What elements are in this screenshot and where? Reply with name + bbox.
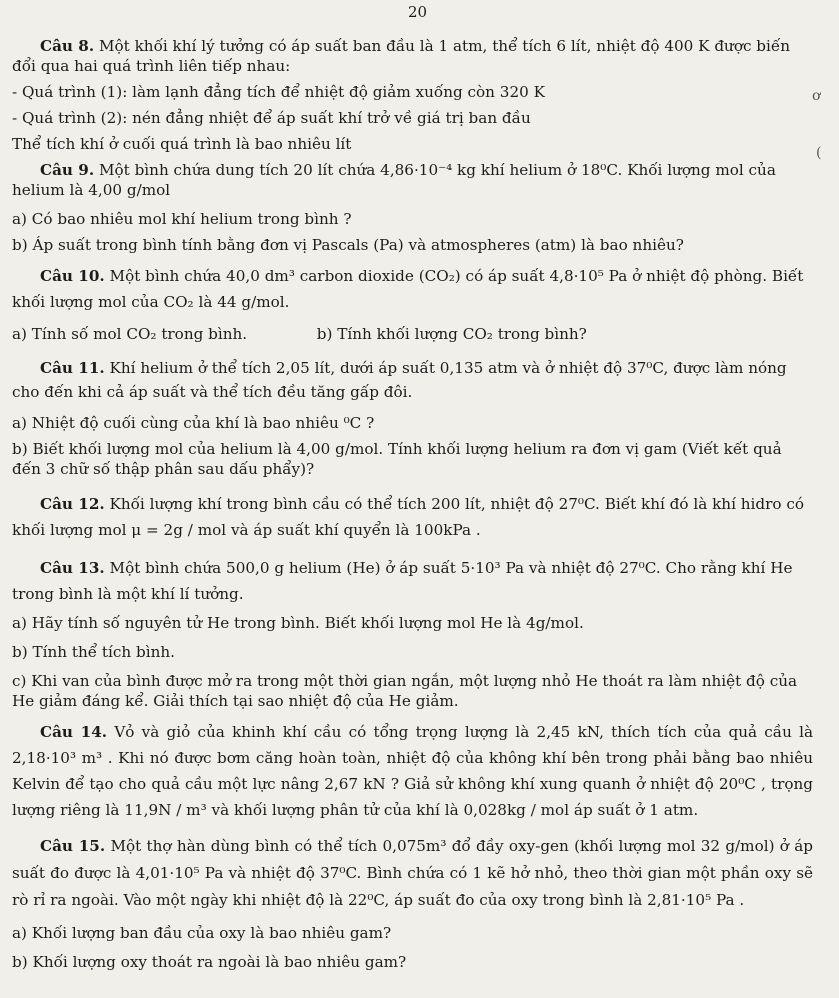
question-9-intro bbox=[12, 160, 813, 200]
question-11-part-b: b) Biết khối lượng mol của helium là 4,00 g/mol. Tính khối lượng helium ra đơn vị gam (Viết kết quả đến 3 chữ số thập phân sau dấu phẩy)? bbox=[12, 440, 782, 478]
question-12 bbox=[12, 491, 813, 543]
question-15-text: Một thợ hàn dùng bình có thể tích 0,075m³ đổ đầy oxy-gen (khối lượng mol 32 g/mol) ở áp suất đo được là 4,01·10⁵ Pa và nhiệt độ 37⁰C. Bình chứa có 1 kẽ hở nhỏ, theo thời gian một phần oxy sẽ rò rỉ ra ngoài. Vào một ngày khi nhiệt độ là 22⁰C, áp suất đo của oxy trong bình là 2,81·10⁵ Pa . bbox=[12, 837, 813, 909]
question-10-label: Câu 10. bbox=[40, 267, 105, 285]
question-14 bbox=[12, 719, 813, 823]
question-11 bbox=[12, 356, 813, 479]
question-14-intro bbox=[12, 719, 813, 823]
question-13-part-c: c) Khi van của bình được mở ra trong một thời gian ngắn, một lượng nhỏ He thoát ra làm nhiệt độ của He giảm đáng kể. Giải thích tại sao nhiệt độ của He giảm. bbox=[12, 672, 798, 710]
question-8-question: Thể tích khí ở cuối quá trình là bao nhiêu lít bbox=[12, 135, 352, 153]
question-10-text: Một bình chứa 40,0 dm³ carbon dioxide (CO₂) có áp suất 4,8·10⁵ Pa ở nhiệt độ phòng. Biết khối lượng mol của CO₂ là 44 g/mol. bbox=[12, 267, 804, 311]
question-9 bbox=[12, 160, 813, 255]
question-12-label: Câu 12. bbox=[40, 495, 105, 513]
question-15-part-a: a) Khối lượng ban đầu của oxy là bao nhiêu gam? bbox=[12, 924, 392, 942]
question-8-process-2: - Quá trình (2): nén đẳng nhiệt để áp suất khí trở về giá trị ban đầu bbox=[12, 109, 531, 127]
question-14-label: Câu 14. bbox=[40, 723, 108, 741]
question-12-intro bbox=[12, 491, 813, 543]
question-15-part-b: b) Khối lượng oxy thoát ra ngoài là bao nhiêu gam? bbox=[12, 953, 407, 971]
margin-mark: ơ bbox=[812, 88, 821, 104]
question-9-label: Câu 9. bbox=[40, 161, 95, 179]
page-number: 20 bbox=[408, 3, 428, 21]
question-8-intro bbox=[12, 36, 813, 76]
question-10-parts bbox=[12, 324, 813, 344]
question-8-label: Câu 8. bbox=[40, 37, 95, 55]
question-13-part-b: b) Tính thể tích bình. bbox=[12, 643, 175, 661]
question-9-part-a: a) Có bao nhiêu mol khí helium trong bình ? bbox=[12, 210, 352, 228]
question-13-intro bbox=[12, 555, 813, 607]
question-13-part-a: a) Hãy tính số nguyên tử He trong bình. Biết khối lượng mol He là 4g/mol. bbox=[12, 614, 584, 632]
question-11-text: Khí helium ở thể tích 2,05 lít, dưới áp suất 0,135 atm và ở nhiệt độ 37⁰C, được làm nóng cho đến khi cả áp suất và thể tích đều tăng gấp đôi. bbox=[12, 359, 787, 401]
question-12-text: Khối lượng khí trong bình cầu có thể tích 200 lít, nhiệt độ 27⁰C. Biết khí đó là khí hidro có khối lượng mol μ = 2g / mol và áp suất khí quyển là 100kPa . bbox=[12, 495, 805, 539]
question-15-intro bbox=[12, 833, 813, 914]
question-9-part-b: b) Áp suất trong bình tính bằng đơn vị Pascals (Pa) và atmospheres (atm) là bao nhiêu? bbox=[12, 236, 684, 254]
question-8-text: Một khối khí lý tưởng có áp suất ban đầu là 1 atm, thể tích 6 lít, nhiệt độ 400 K được biến đổi qua hai quá trình liên tiếp nhau: bbox=[12, 37, 790, 75]
question-14-text: Vỏ và giỏ của khinh khí cầu có tổng trọng lượng là 2,45 kN, thích tích của quả cầu là 2,18·10³ m³ . Khi nó được bơm căng hoàn toàn, nhiệt độ của không khí bên trong phải bằng bao nhiêu Kelvin để tạo cho quả cầu một lực nâng 2,67 kN ? Giả sử không khí xung quanh ở nhiệt độ 20⁰C , trọng lượng riêng là 11,9N / m³ và khối lượng phân tử của khí là 0,028kg / mol áp suất ở 1 atm. bbox=[12, 723, 813, 819]
question-11-part-a: a) Nhiệt độ cuối cùng của khí là bao nhiêu ⁰C ? bbox=[12, 414, 375, 432]
question-13-text: Một bình chứa 500,0 g helium (He) ở áp suất 5·10³ Pa và nhiệt độ 27⁰C. Cho rằng khí He trong bình là một khí lí tưởng. bbox=[12, 559, 793, 603]
question-10 bbox=[12, 263, 813, 344]
question-11-label: Câu 11. bbox=[40, 359, 105, 377]
margin-mark: ( bbox=[816, 145, 822, 161]
question-13-label: Câu 13. bbox=[40, 559, 105, 577]
question-15 bbox=[12, 833, 813, 972]
question-10-part-a: a) Tính số mol CO₂ trong bình. bbox=[12, 325, 248, 343]
question-8 bbox=[12, 36, 813, 154]
question-15-label: Câu 15. bbox=[40, 837, 106, 855]
question-10-part-b: b) Tính khối lượng CO₂ trong bình? bbox=[316, 325, 587, 343]
question-13 bbox=[12, 555, 813, 711]
question-11-intro bbox=[12, 356, 813, 404]
question-10-intro bbox=[12, 263, 813, 315]
question-8-process-1: - Quá trình (1): làm lạnh đẳng tích để nhiệt độ giảm xuống còn 320 K bbox=[12, 83, 545, 101]
question-9-text: Một bình chứa dung tích 20 lít chứa 4,86·10⁻⁴ kg khí helium ở 18⁰C. Khối lượng mol của helium là 4,00 g/mol bbox=[12, 161, 776, 199]
